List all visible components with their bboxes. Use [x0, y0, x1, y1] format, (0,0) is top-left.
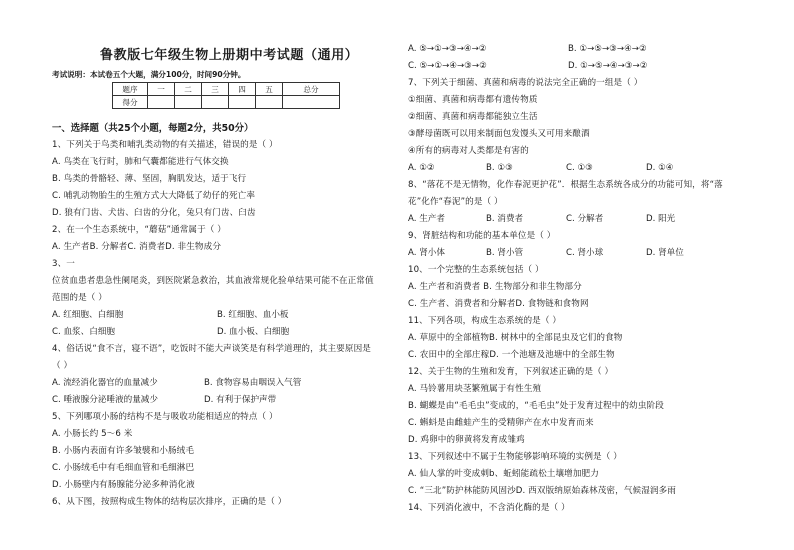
option: D. 鸡卵中的卵黄将发育成雏鸡	[408, 435, 525, 445]
exam-instructions: 考试说明：本试卷五个大题，满分100分，时间90分钟。	[52, 70, 246, 79]
question-7: 7、下列关于细菌、真菌和病毒的说法完全正确的一组是（ ）	[408, 78, 643, 88]
score-cell[interactable]	[283, 96, 340, 109]
table-cell: 三	[202, 83, 229, 96]
option: A. 生产者	[408, 214, 445, 224]
option: C. 血浆、白细胞	[52, 327, 116, 337]
question-8-text: 花”化作“春泥”的是（ ）	[408, 197, 503, 207]
option: D. ①→⑤→④→③→②	[568, 61, 648, 71]
score-cell[interactable]	[229, 96, 256, 109]
option: B. 小肠内表面有许多皱襞和小肠绒毛	[52, 446, 195, 456]
table-cell: 得分	[113, 96, 148, 109]
table-cell: 二	[175, 83, 202, 96]
option: A. 肾小体	[408, 248, 445, 258]
question-1: 1、下列关于鸟类和哺乳类动物的有关描述，错误的是（ ）	[52, 140, 278, 150]
option: A. 生产者和消费者 B. 生物部分和非生物部分	[408, 282, 582, 292]
table-cell: 题序	[113, 83, 148, 96]
score-cell[interactable]	[202, 96, 229, 109]
table-cell: 五	[256, 83, 283, 96]
question-3-text: 范围的是（ ）	[52, 293, 107, 303]
question-10: 10、一个完整的生态系统包括（ ）	[408, 265, 544, 275]
option: C. ⑤→①→④→③→②	[408, 61, 487, 71]
question-5: 5、下列哪项小肠的结构不是与吸收功能相适应的特点（ ）	[52, 412, 278, 422]
option: C. 哺乳动物胎生的生殖方式大大降低了幼仔的死亡率	[52, 191, 256, 201]
option: B. 消费者	[486, 214, 524, 224]
option: A. ①②	[408, 163, 435, 173]
question-12: 12、关于生物的生殖和发育，下列叙述正确的是（ ）	[408, 367, 614, 377]
question-4-text: （ ）	[52, 361, 73, 371]
option: D. ①④	[646, 163, 674, 173]
option: C. 分解者	[566, 214, 604, 224]
statement: ④所有的病毒对人类都是有害的	[408, 146, 529, 156]
option: C. 小肠绒毛中有毛细血管和毛细淋巴	[52, 463, 195, 473]
statement: ③酵母菌既可以用来制面包发馒头又可用来酿酒	[408, 129, 590, 139]
score-cell[interactable]	[175, 96, 202, 109]
score-cell[interactable]	[256, 96, 283, 109]
question-4: 4、俗话说“食不言，寝不语”，吃饭时不能大声谈笑是有科学道理的，其主要原因是	[52, 344, 371, 354]
statement: ②细菌、真菌和病毒都能独立生活	[408, 112, 538, 122]
option: C. 农田中的全部庄稼D. 一个池塘及池塘中的全部生物	[408, 350, 615, 360]
option: A. 马铃薯用块茎繁殖属于有性生殖	[408, 384, 542, 394]
option: D. 小肠壁内有肠腺能分泌多种消化液	[52, 480, 195, 490]
option: A. 生产者B. 分解者C. 消费者D. 非生物成分	[52, 242, 222, 252]
table-cell: 总分	[283, 83, 340, 96]
question-6: 6、从下图，按照构成生物体的结构层次排序，正确的是（ ）	[52, 497, 287, 507]
score-table	[112, 82, 340, 109]
question-13: 13、下列叙述中不属于生物能够影响环境的实例是（ ）	[408, 452, 622, 462]
section-heading: 一、选择题（共25个小题，每题2分，共50分）	[52, 123, 254, 134]
option: A. 红细胞、白细胞	[52, 310, 124, 320]
question-3: 3、一	[52, 259, 75, 269]
option: B. 红细胞、血小板	[217, 310, 289, 320]
left-column	[52, 0, 382, 550]
question-14: 14、下列消化液中，不含消化酶的是（ ）	[408, 503, 570, 513]
option: B. 鸟类的骨骼轻、薄、坚固，胸肌发达，适于飞行	[52, 174, 247, 184]
option: D. 有利于保护声带	[204, 395, 277, 405]
option: A. 草原中的全部植物B. 树林中的全部昆虫及它们的食物	[408, 333, 623, 343]
option: A. 鸟类在飞行时，肺和气囊都能进行气体交换	[52, 157, 229, 167]
option: A. 流经消化器官的血量减少	[52, 378, 158, 388]
option: D. 血小板、白细胞	[217, 327, 290, 337]
question-9: 9、肾脏结构和功能的基本单位是（ ）	[408, 231, 556, 241]
option: A. 小肠长约 5～6 米	[52, 429, 133, 439]
page-title: 鲁教版七年级生物上册期中考试题（通用）	[100, 48, 359, 63]
table-cell: 一	[148, 83, 175, 96]
option: C. 生产者、消费者和分解者D. 食物链和食物网	[408, 299, 589, 309]
option: D. 肾单位	[646, 248, 684, 258]
right-column	[408, 0, 753, 550]
score-table-score-row	[113, 96, 340, 109]
question-8: 8、“落花不是无情物，化作春泥更护花”．根据生态系统各成分的功能可知，将“落	[408, 180, 723, 190]
option: B. 蝴蝶是由“毛毛虫”变成的，“毛毛虫”处于发育过程中的幼虫阶段	[408, 401, 664, 411]
option: D. 狼有门齿、犬齿、臼齿的分化，兔只有门齿、臼齿	[52, 208, 256, 218]
option: C. “三北”防护林能防风固沙D. 西双版纳原始森林茂密，气候湿润多雨	[408, 486, 676, 496]
option: B. 食物容易由咽误入气管	[204, 378, 302, 388]
option: D. 阳光	[646, 214, 676, 224]
option: C. 蝌蚪是由雌蛙产生的受精卵产在水中发育而来	[408, 418, 594, 428]
option: C. 唾液腺分泌唾液的量减少	[52, 395, 158, 405]
score-table-header-row	[113, 83, 340, 96]
option: A. 仙人掌的叶变成刺b、蚯蚓能疏松土壤增加肥力	[408, 469, 599, 479]
option: B. 肾小管	[486, 248, 524, 258]
question-3-text: 位贫血患者患急性阑尾炎，到医院紧急救治，其血液常规化验单结果可能不在正常值	[52, 276, 374, 286]
score-cell[interactable]	[148, 96, 175, 109]
option: C. 肾小球	[566, 248, 604, 258]
option: B. ①→⑤→③→④→②	[568, 44, 647, 54]
option: A. ⑤→①→③→④→②	[408, 44, 487, 54]
question-2: 2、在一个生态系统中，“蘑菇”通常属于（ ）	[52, 225, 226, 235]
question-11: 11、下列各项，构成生态系统的是（ ）	[408, 316, 562, 326]
statement: ①细菌、真菌和病毒都有遗传物质	[408, 95, 538, 105]
option: B. ①③	[486, 163, 513, 173]
option: C. ①③	[566, 163, 593, 173]
table-cell: 四	[229, 83, 256, 96]
